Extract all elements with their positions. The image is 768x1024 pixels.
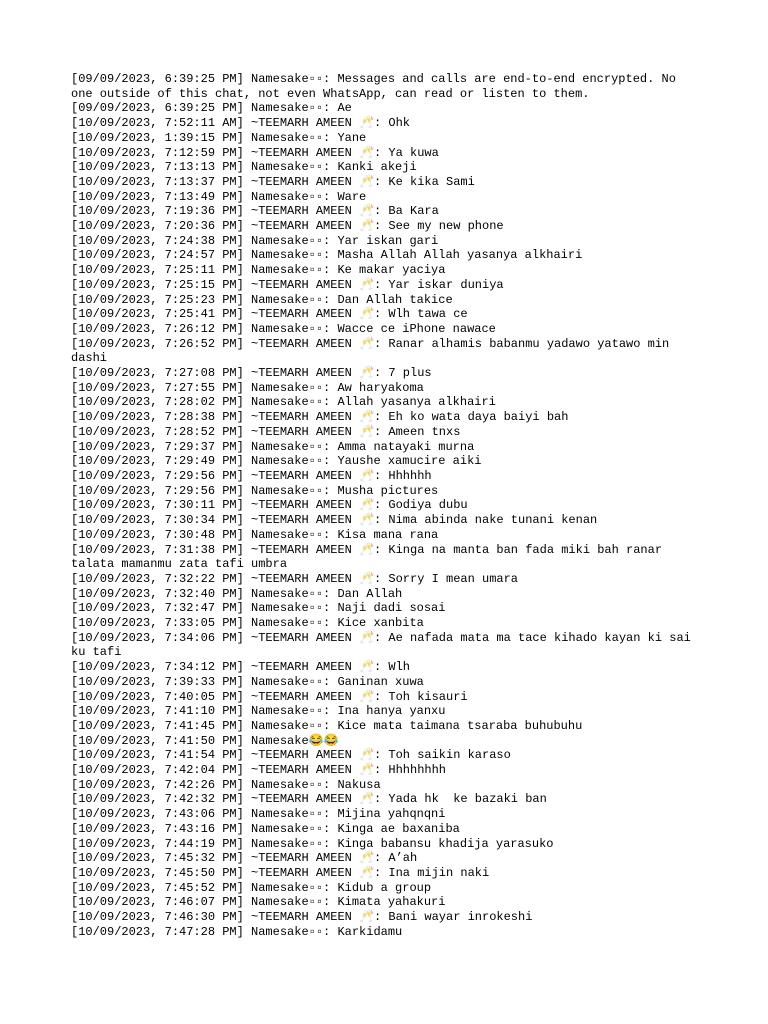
chat-message-line: [10/09/2023, 7:43:06 PM] Namesake▫▫: Mijina yahqnqni — [71, 807, 446, 822]
chat-transcript — [71, 72, 701, 939]
chat-message-line: [10/09/2023, 7:26:12 PM] Namesake▫▫: Wacce ce iPhone nawace — [71, 321, 496, 336]
chat-message-line: [10/09/2023, 7:29:56 PM] ~TEEMARH AMEEN 🥂: Hhhhhh — [71, 468, 432, 483]
chat-message-line: [10/09/2023, 7:32:40 PM] Namesake▫▫: Dan Allah — [71, 586, 403, 601]
chat-message-line: [10/09/2023, 7:42:04 PM] ~TEEMARH AMEEN 🥂: Hhhhhhhh — [71, 763, 446, 778]
chat-message-line: [10/09/2023, 7:41:10 PM] Namesake▫▫: Ina hanya yanxu — [71, 704, 446, 719]
chat-message-line: [10/09/2023, 7:32:47 PM] Namesake▫▫: Naji dadi sosai — [71, 601, 446, 616]
chat-message-line: [10/09/2023, 7:32:22 PM] ~TEEMARH AMEEN 🥂: Sorry I mean umara — [71, 571, 519, 586]
chat-message-line: [10/09/2023, 7:30:11 PM] ~TEEMARH AMEEN 🥂: Godiya dubu — [71, 498, 468, 513]
chat-message-line: [10/09/2023, 7:34:06 PM] ~TEEMARH AMEEN 🥂: Ae nafada mata ma tace kihado kayan ki sai ku tafi — [71, 630, 699, 660]
chat-message-line: [10/09/2023, 7:30:48 PM] Namesake▫▫: Kisa mana rana — [71, 527, 439, 542]
chat-message-line: [10/09/2023, 7:33:05 PM] Namesake▫▫: Kice xanbita — [71, 616, 424, 631]
chat-message-line: [10/09/2023, 7:52:11 AM] ~TEEMARH AMEEN 🥂: Ohk — [71, 116, 410, 131]
chat-message-line: [10/09/2023, 7:30:34 PM] ~TEEMARH AMEEN 🥂: Nima abinda nake tunani kenan — [71, 513, 598, 528]
chat-message-line: [10/09/2023, 7:25:15 PM] ~TEEMARH AMEEN 🥂: Yar iskar duniya — [71, 277, 504, 292]
chat-message-line: [10/09/2023, 7:46:07 PM] Namesake▫▫: Kimata yahakuri — [71, 895, 446, 910]
chat-message-line: [10/09/2023, 7:20:36 PM] ~TEEMARH AMEEN 🥂: See my new phone — [71, 219, 504, 234]
chat-message-line: [10/09/2023, 7:29:56 PM] Namesake▫▫: Musha pictures — [71, 483, 439, 498]
chat-message-line: [10/09/2023, 7:45:32 PM] ~TEEMARH AMEEN 🥂: A’ah — [71, 851, 418, 866]
chat-message-line: [10/09/2023, 7:41:54 PM] ~TEEMARH AMEEN 🥂: Toh saikin karaso — [71, 748, 511, 763]
chat-message-line: [10/09/2023, 7:42:32 PM] ~TEEMARH AMEEN 🥂: Yada hk ke bazaki ban — [71, 792, 547, 807]
chat-message-line: [10/09/2023, 7:28:52 PM] ~TEEMARH AMEEN 🥂: Ameen tnxs — [71, 424, 461, 439]
chat-message-line: [10/09/2023, 7:26:52 PM] ~TEEMARH AMEEN 🥂: Ranar alhamis babanmu yadawo yatawo min dashi — [71, 336, 677, 366]
chat-message-line: [10/09/2023, 7:25:11 PM] Namesake▫▫: Ke makar yaciya — [71, 263, 446, 278]
chat-message-line: [10/09/2023, 7:24:57 PM] Namesake▫▫: Masha Allah Allah yasanya alkhairi — [71, 248, 583, 263]
chat-message-line: [10/09/2023, 7:28:38 PM] ~TEEMARH AMEEN 🥂: Eh ko wata daya baiyi bah — [71, 410, 569, 425]
chat-message-line: [10/09/2023, 7:25:23 PM] Namesake▫▫: Dan Allah takice — [71, 292, 453, 307]
chat-message-line: [10/09/2023, 7:25:41 PM] ~TEEMARH AMEEN 🥂: Wlh tawa ce — [71, 307, 468, 322]
chat-message-line: [10/09/2023, 7:13:13 PM] Namesake▫▫: Kanki akeji — [71, 160, 417, 175]
chat-message-line: [10/09/2023, 7:41:50 PM] Namesake😂😂 — [71, 733, 339, 748]
chat-message-line: [10/09/2023, 7:46:30 PM] ~TEEMARH AMEEN 🥂: Bani wayar inrokeshi — [71, 910, 533, 925]
chat-message-line: [10/09/2023, 7:40:05 PM] ~TEEMARH AMEEN 🥂: Toh kisauri — [71, 689, 468, 704]
chat-message-line: [10/09/2023, 7:42:26 PM] Namesake▫▫: Nakusa — [71, 777, 381, 792]
chat-message-line: [10/09/2023, 7:29:49 PM] Namesake▫▫: Yaushe xamucire aiki — [71, 454, 482, 469]
chat-message-line: [09/09/2023, 6:39:25 PM] Namesake▫▫: Ae — [71, 101, 352, 116]
chat-message-line: [10/09/2023, 7:44:19 PM] Namesake▫▫: Kinga babansu khadija yarasuko — [71, 836, 554, 851]
chat-message-line: [09/09/2023, 6:39:25 PM] Namesake▫▫: Messages and calls are end-to-end encrypted. No one outside of this chat, not even WhatsApp, can read or listen to them. — [71, 72, 684, 101]
chat-message-line: [10/09/2023, 1:39:15 PM] Namesake▫▫: Yane — [71, 130, 367, 145]
chat-message-line: [10/09/2023, 7:27:55 PM] Namesake▫▫: Aw haryakoma — [71, 380, 424, 395]
chat-message-line: [10/09/2023, 7:41:45 PM] Namesake▫▫: Kice mata taimana tsaraba buhubuhu — [71, 718, 583, 733]
chat-message-line: [10/09/2023, 7:47:28 PM] Namesake▫▫: Karkidamu — [71, 924, 403, 939]
chat-message-line: [10/09/2023, 7:12:59 PM] ~TEEMARH AMEEN 🥂: Ya kuwa — [71, 145, 439, 160]
chat-message-line: [10/09/2023, 7:13:37 PM] ~TEEMARH AMEEN 🥂: Ke kika Sami — [71, 174, 475, 189]
chat-message-line: [10/09/2023, 7:29:37 PM] Namesake▫▫: Amma natayaki murna — [71, 439, 475, 454]
chat-message-line: [10/09/2023, 7:27:08 PM] ~TEEMARH AMEEN 🥂: 7 plus — [71, 366, 432, 381]
chat-message-line: [10/09/2023, 7:39:33 PM] Namesake▫▫: Ganinan xuwa — [71, 674, 424, 689]
chat-message-line: [10/09/2023, 7:13:49 PM] Namesake▫▫: Ware — [71, 189, 367, 204]
chat-message-line: [10/09/2023, 7:45:52 PM] Namesake▫▫: Kidub a group — [71, 880, 432, 895]
chat-message-line: [10/09/2023, 7:28:02 PM] Namesake▫▫: Allah yasanya alkhairi — [71, 395, 496, 410]
chat-message-line: [10/09/2023, 7:31:38 PM] ~TEEMARH AMEEN 🥂: Kinga na manta ban fada miki bah ranar talata mamanmu zata tafi umbra — [71, 542, 670, 572]
chat-message-line: [10/09/2023, 7:19:36 PM] ~TEEMARH AMEEN 🥂: Ba Kara — [71, 204, 439, 219]
chat-message-line: [10/09/2023, 7:34:12 PM] ~TEEMARH AMEEN 🥂: Wlh — [71, 660, 410, 675]
chat-message-line: [10/09/2023, 7:43:16 PM] Namesake▫▫: Kinga ae baxaniba — [71, 821, 460, 836]
chat-message-line: [10/09/2023, 7:45:50 PM] ~TEEMARH AMEEN 🥂: Ina mijin naki — [71, 865, 490, 880]
chat-message-line: [10/09/2023, 7:24:38 PM] Namesake▫▫: Yar iskan gari — [71, 233, 439, 248]
